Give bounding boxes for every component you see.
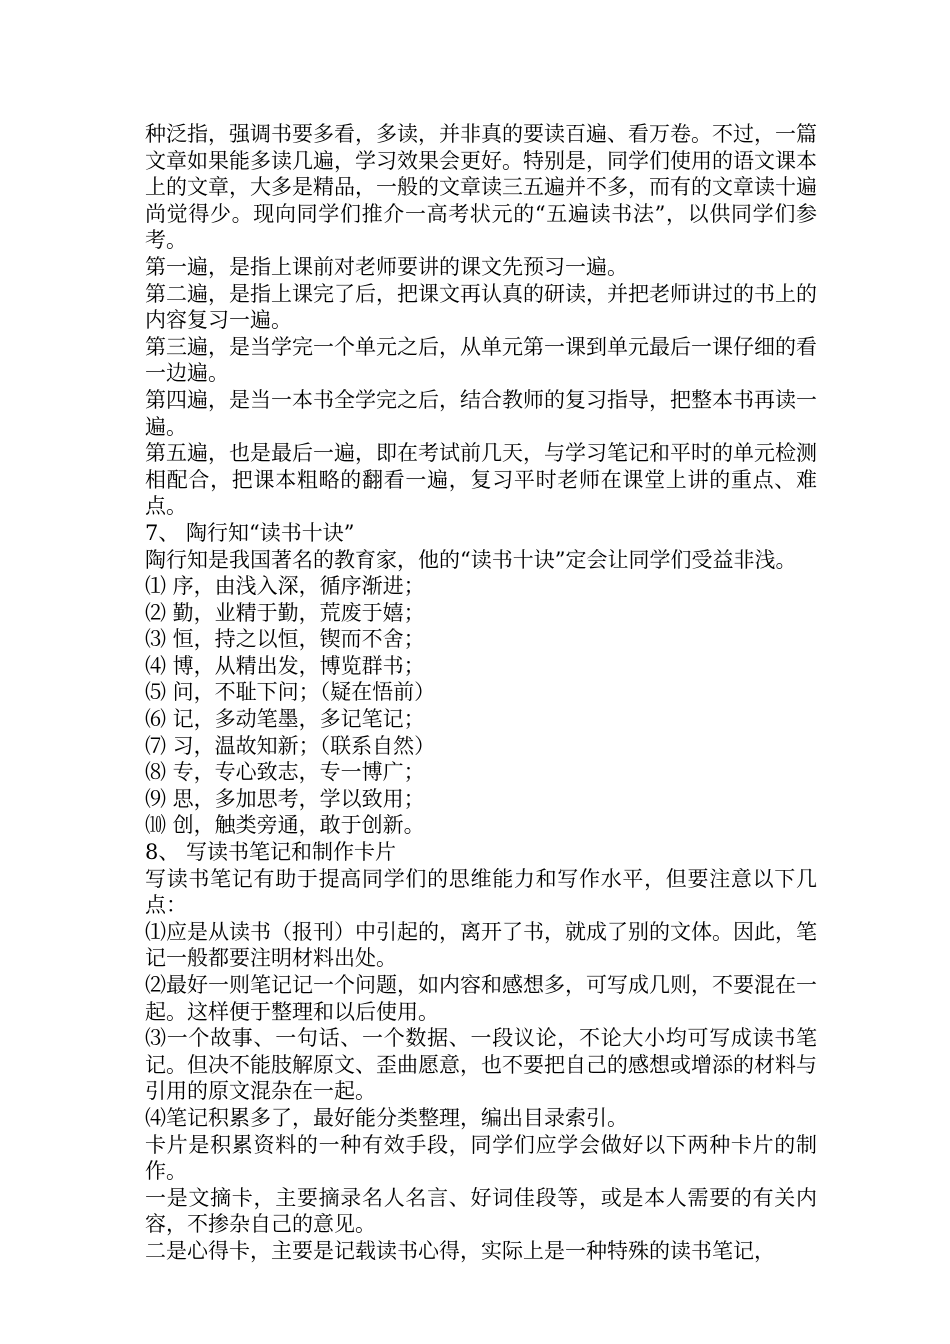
section-8-intro: 写读书笔记有助于提高同学们的思维能力和写作水平，但要注意以下几点：	[145, 866, 817, 918]
reflection-card: 二是心得卡，主要是记载读书心得，实际上是一种特殊的读书笔记，	[145, 1238, 775, 1263]
note-rule-4: ⑷笔记积累多了，最好能分类整理，编出目录索引。	[145, 1105, 628, 1130]
list-item: ⑹ 记，多动笔墨，多记笔记；	[145, 707, 425, 732]
paragraph-five-readings-intro: 种泛指，强调书要多看，多读，并非真的要读百遍、看万卷。不过，一篇文章如果能多读几遍，学习效果会更好。特别是，同学们使用的语文课本上的文章，大多是精品，一般的文章读三五遍并不多，而有的文章读十遍尚觉得少。现向同学们推介一高考状元的“五遍读书法”，以供同学们参考。	[145, 122, 817, 253]
paragraph-fifth-reading: 第五遍，也是最后一遍，即在考试前几天，与学习笔记和平时的单元检测相配合，把课本粗略的翻看一遍，复习平时老师在课堂上讲的重点、难点。	[145, 441, 817, 519]
section-8-heading: 8、 写读书笔记和制作卡片	[145, 840, 397, 865]
section-7-intro: 陶行知是我国著名的教育家，他的“读书十诀”定会让同学们受益非浅。	[145, 547, 797, 572]
paragraph-third-reading: 第三遍，是当学完一个单元之后，从单元第一课到单元最后一课仔细的看一边遍。	[145, 334, 817, 386]
list-item: ⑴ 序，由浅入深，循序渐进；	[145, 574, 425, 599]
note-rule-2: ⑵最好一则笔记记一个问题，如内容和感想多，可写成几则，不要混在一起。这样便于整理和以后使用。	[145, 973, 817, 1024]
list-item: ⑼ 思，多加思考，学以致用；	[145, 786, 425, 811]
paragraph-fourth-reading: 第四遍，是当一本书全学完之后，结合教师的复习指导，把整本书再读一遍。	[145, 387, 817, 439]
list-item: ⑻ 专，专心致志，专一博广；	[145, 760, 425, 785]
list-item: ⑵ 勤，业精于勤，荒废于嬉；	[145, 600, 425, 625]
document-page	[145, 121, 817, 1265]
list-item: ⑷ 博，从精出发，博览群书；	[145, 653, 425, 678]
section-7-heading: 7、 陶行知“读书十诀”	[145, 520, 355, 545]
excerpt-card: 一是文摘卡，主要摘录名人名言、好词佳段等，或是本人需要的有关内容，不掺杂自己的意见。	[145, 1185, 817, 1237]
note-rule-3: ⑶一个故事、一句话、一个数据、一段议论，不论大小均可写成读书笔记。但决不能肢解原文、歪曲愿意，也不要把自己的感想或增添的材料与引用的原文混杂在一起。	[145, 1026, 817, 1104]
note-rule-1: ⑴应是从读书（报刊）中引起的，离开了书，就成了别的文体。因此，笔记一般都要注明材料出处。	[145, 919, 817, 971]
paragraph-first-reading: 第一遍，是指上课前对老师要讲的课文先预习一遍。	[145, 254, 628, 279]
list-item: ⑽ 创，触类旁通，敢于创新。	[145, 813, 425, 838]
card-intro: 卡片是积累资料的一种有效手段，同学们应学会做好以下两种卡片的制作。	[145, 1132, 817, 1184]
list-item: ⑺ 习，温故知新；（联系自然）	[145, 733, 436, 758]
list-item: ⑸ 问，不耻下问；（疑在悟前）	[145, 680, 436, 705]
list-item: ⑶ 恒，持之以恒，锲而不舍；	[145, 627, 425, 652]
paragraph-second-reading: 第二遍，是指上课完了后，把课文再认真的研读，并把老师讲过的书上的内容复习一遍。	[145, 281, 817, 333]
